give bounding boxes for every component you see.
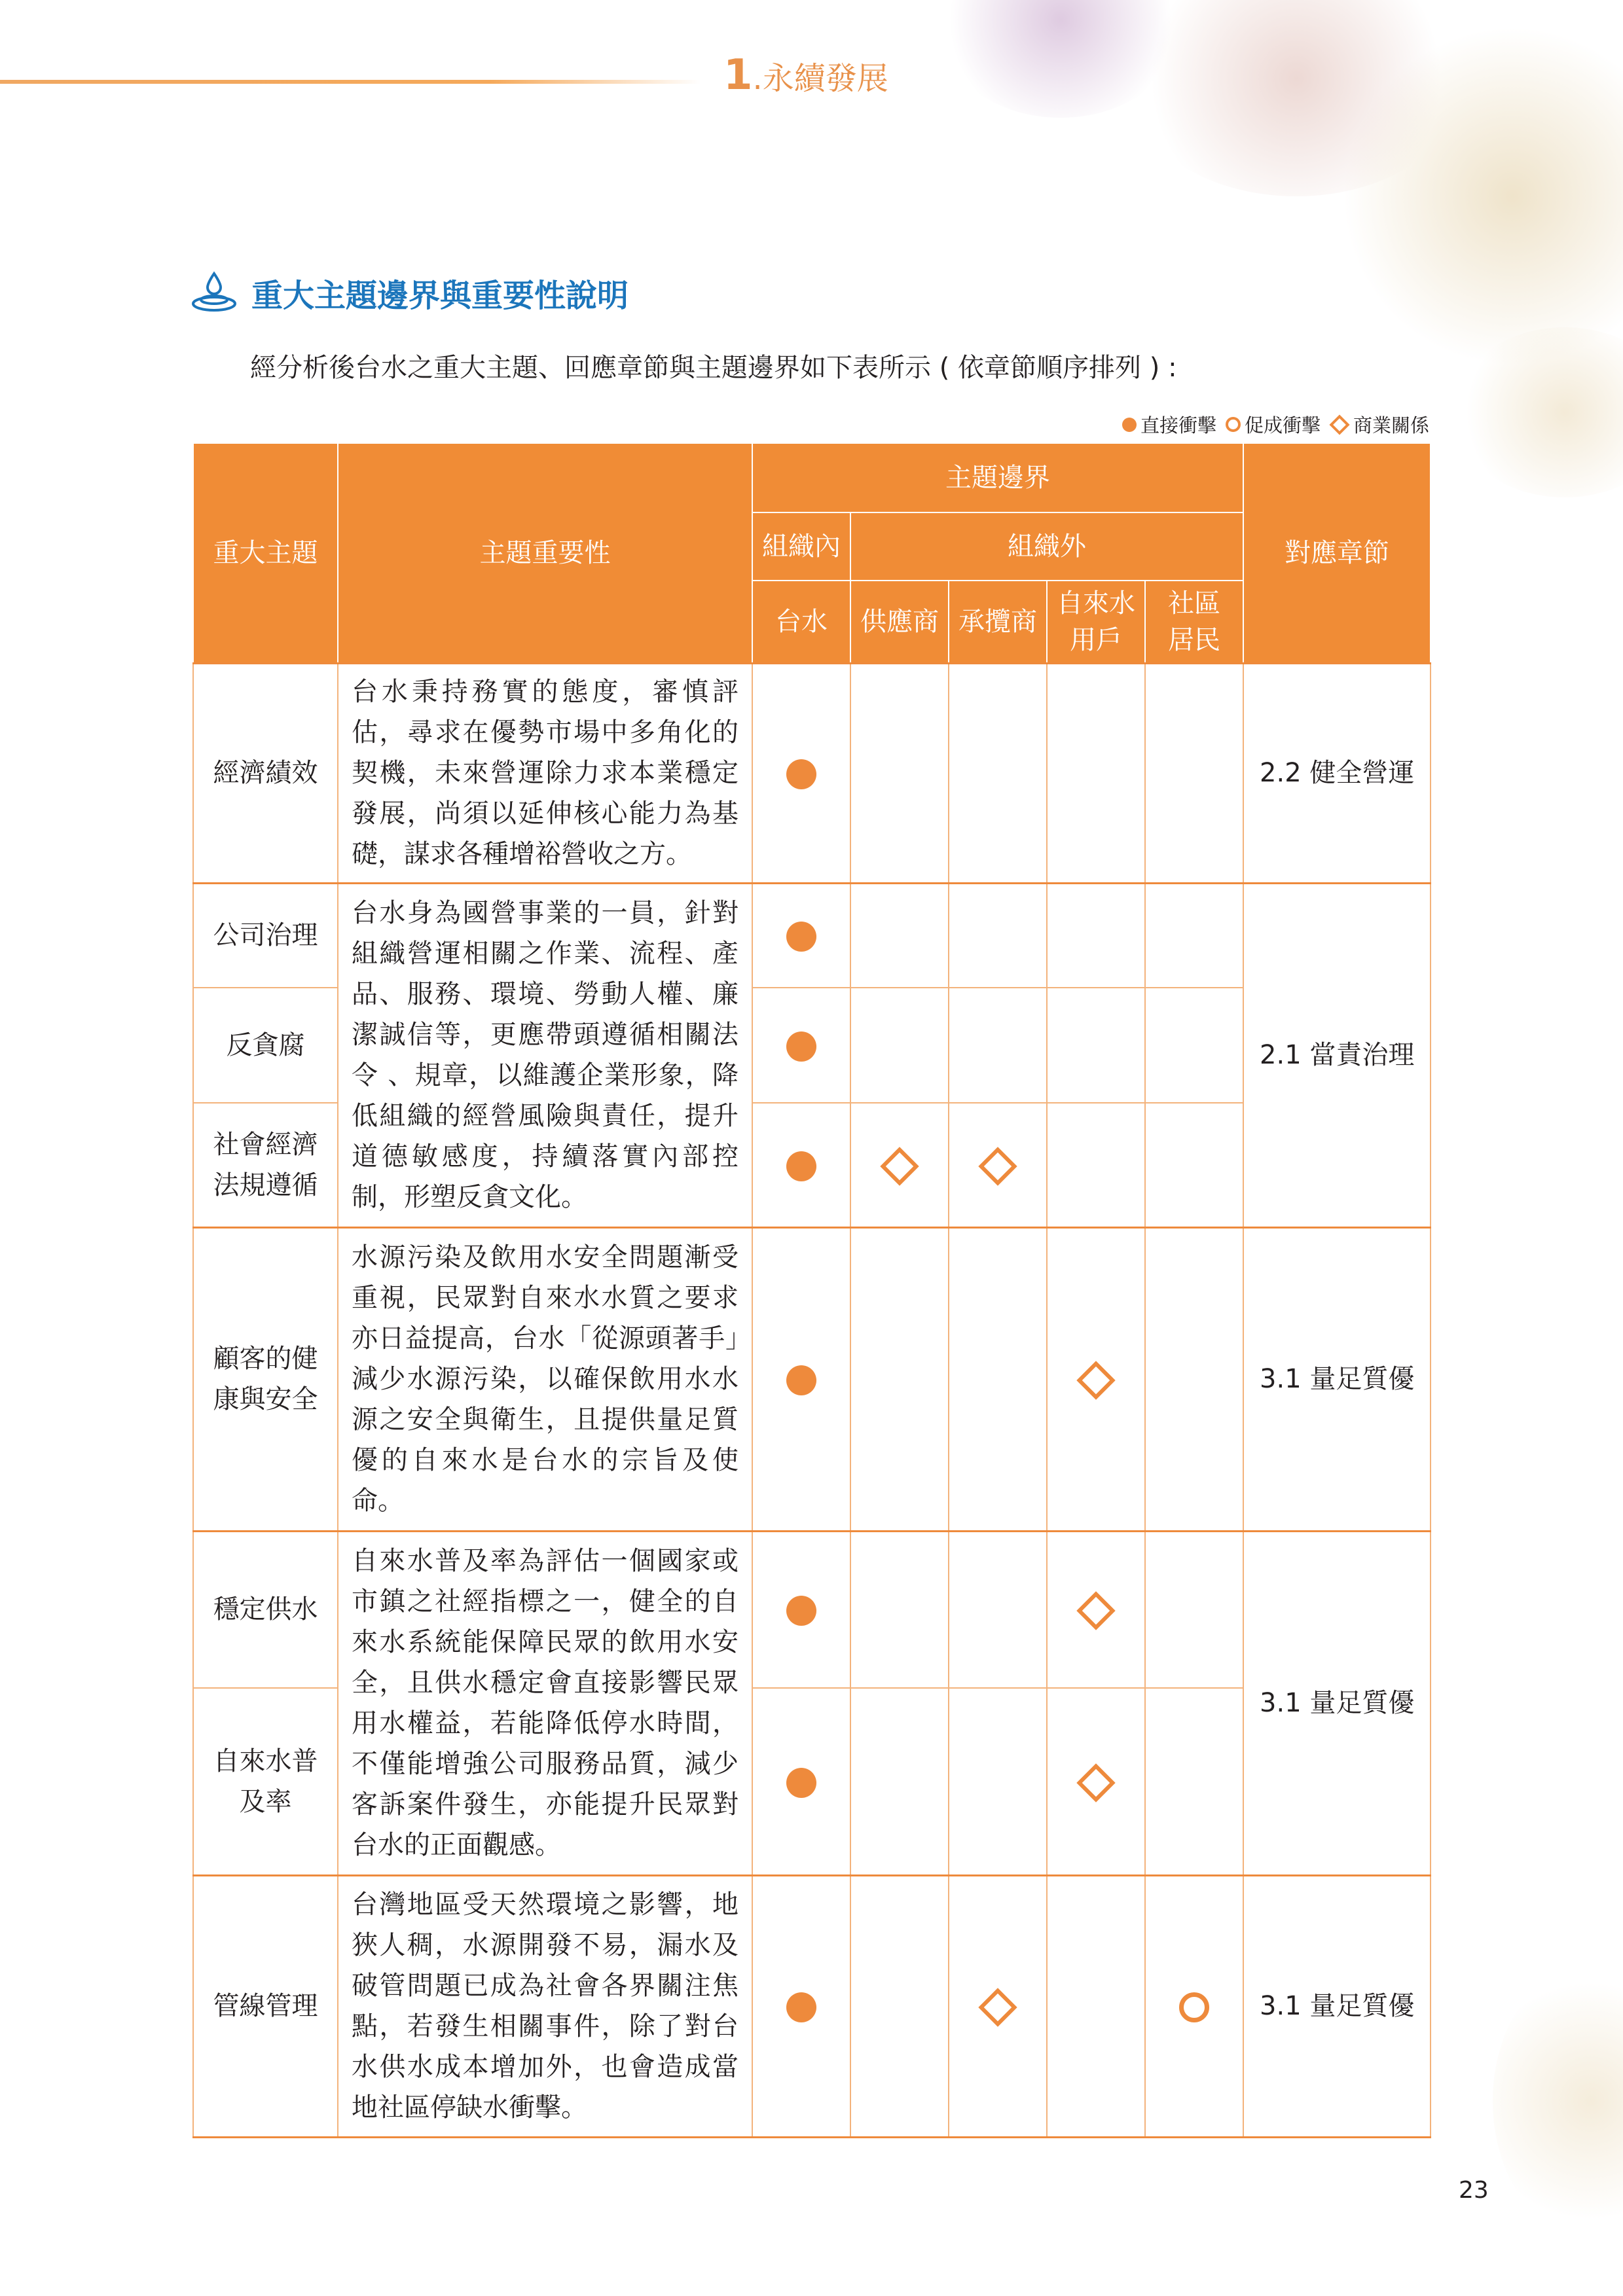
- business-relation-diamond-icon: [1329, 414, 1349, 435]
- mark-contractor: [949, 988, 1047, 1103]
- mark-user: [1047, 988, 1145, 1103]
- mark-contractor: [949, 1688, 1047, 1875]
- topic-cell: 經濟績效: [193, 663, 338, 883]
- header-inside: 組織內: [752, 512, 850, 581]
- topic-cell: [193, 1103, 338, 1227]
- direct-impact-dot-icon: [786, 1768, 816, 1798]
- header-chapter: 對應章節: [1243, 443, 1431, 663]
- mark-supplier: [850, 883, 949, 988]
- mark-resident: [1145, 663, 1243, 883]
- header-col-resident: [1145, 581, 1243, 663]
- header-boundary: 主題邊界: [752, 443, 1243, 512]
- header-col-contractor: 承攬商: [949, 581, 1047, 663]
- business-relation-diamond-icon: [978, 1147, 1017, 1185]
- mark-taiwater: [752, 1531, 850, 1688]
- header-rule: [0, 80, 701, 84]
- chapter-cell: 3.1 量足質優: [1243, 1875, 1431, 2137]
- mark-taiwater: [752, 663, 850, 883]
- mark-contractor: [949, 883, 1047, 988]
- watercolor-decoration: [936, 0, 1185, 118]
- topic-line1: 顧客的健: [213, 1344, 318, 1374]
- mark-resident: [1145, 1227, 1243, 1531]
- mark-user: [1047, 1103, 1145, 1227]
- chapter-cell: 2.2 健全營運: [1243, 663, 1431, 883]
- material-topics-table: [192, 442, 1431, 2138]
- direct-impact-dot-icon: [1122, 418, 1137, 432]
- mark-supplier: [850, 663, 949, 883]
- importance-cell: 水源污染及飲用水安全問題漸受重視，民眾對自來水水質之要求亦日益提高，台水「從源頭著手」減少水源污染，以確保飲用水水源之安全與衛生，且提供量足質優的自來水是台水的宗旨及使命。: [338, 1227, 752, 1531]
- water-drop-icon: [191, 270, 237, 315]
- table-row: [193, 883, 1431, 988]
- mark-supplier: [850, 988, 949, 1103]
- mark-supplier: [850, 1531, 949, 1688]
- business-relation-diamond-icon: [978, 1988, 1017, 2026]
- topic-cell: 反貪腐: [193, 988, 338, 1103]
- business-relation-diamond-icon: [1076, 1592, 1115, 1630]
- header-col-resident-line1: 社區: [1168, 588, 1221, 619]
- intro-text: 經分析後台水之重大主題、回應章節與主題邊界如下表所示 ( 依章節順序排列 ) :: [250, 353, 1177, 383]
- mark-user: [1047, 663, 1145, 883]
- mark-resident: [1145, 988, 1243, 1103]
- mark-contractor: [949, 1875, 1047, 2137]
- mark-user: [1047, 1531, 1145, 1688]
- mark-resident: [1145, 1531, 1243, 1688]
- direct-impact-dot-icon: [786, 922, 816, 952]
- chapter-cell: 3.1 量足質優: [1243, 1227, 1431, 1531]
- topic-line1: 自來水普: [213, 1746, 318, 1776]
- topic-cell: 穩定供水: [193, 1531, 338, 1688]
- mark-user: [1047, 883, 1145, 988]
- header-col-user: [1047, 581, 1145, 663]
- mark-user: [1047, 1227, 1145, 1531]
- mark-taiwater: [752, 1103, 850, 1227]
- header-outside: 組織外: [850, 512, 1243, 581]
- legend-business-label: 商業關係: [1353, 414, 1429, 437]
- business-relation-diamond-icon: [880, 1147, 919, 1185]
- mark-resident: [1145, 1103, 1243, 1227]
- legend: [1113, 411, 1429, 438]
- importance-cell: 自來水普及率為評估一個國家或市鎮之社經指標之一，健全的自來水系統能保障民眾的飲用水安全，且供水穩定會直接影響民眾用水權益，若能降低停水時間，不僅能增強公司服務品質，減少客訴案件發生，亦能提升民眾對台水的正面觀感。: [338, 1531, 752, 1875]
- topic-cell: [193, 1227, 338, 1531]
- importance-cell: 台水身為國營事業的一員，針對組織營運相關之作業、流程、產品、服務、環境、勞動人權、廉潔誠信等，更應帶頭遵循相關法令 、規章，以維護企業形象，降低組織的經營風險與責任，提升道德敏感度，持續落實內部控制，形塑反貪文化。: [338, 883, 752, 1227]
- mark-user: [1047, 1688, 1145, 1875]
- direct-impact-dot-icon: [786, 1992, 816, 2022]
- mark-taiwater: [752, 1875, 850, 2137]
- table-row: [193, 1531, 1431, 1688]
- watercolor-decoration: [1342, 26, 1623, 367]
- direct-impact-dot-icon: [786, 759, 816, 789]
- header-topic: 重大主題: [193, 443, 338, 663]
- mark-resident: [1145, 1688, 1243, 1875]
- header-col-user-line1: 自來水: [1057, 588, 1135, 619]
- topic-line2: 康與安全: [213, 1384, 318, 1414]
- watercolor-decoration: [1453, 327, 1623, 497]
- mark-supplier: [850, 1227, 949, 1531]
- importance-cell: 台水秉持務實的態度，審慎評估，尋求在優勢市場中多角化的契機，未來營運除力求本業穩定發展，尚須以延伸核心能力為基礎，謀求各種增裕營收之方。: [338, 663, 752, 883]
- mark-taiwater: [752, 988, 850, 1103]
- mark-user: [1047, 1875, 1145, 2137]
- topic-cell: [193, 1688, 338, 1875]
- table-row: [193, 1875, 1431, 2137]
- mark-taiwater: [752, 1688, 850, 1875]
- mark-resident: [1145, 1875, 1243, 2137]
- business-relation-diamond-icon: [1076, 1763, 1115, 1802]
- promote-impact-ring-icon: [1226, 417, 1241, 432]
- watercolor-decoration: [1493, 1964, 1623, 2238]
- mark-contractor: [949, 1227, 1047, 1531]
- mark-resident: [1145, 883, 1243, 988]
- business-relation-diamond-icon: [1076, 1361, 1115, 1399]
- legend-promote-label: 促成衝擊: [1244, 414, 1321, 437]
- topic-line2: 法規遵循: [213, 1170, 318, 1200]
- legend-direct-label: 直接衝擊: [1140, 414, 1216, 437]
- mark-taiwater: [752, 1227, 850, 1531]
- header-importance: 主題重要性: [338, 443, 752, 663]
- direct-impact-dot-icon: [786, 1031, 816, 1062]
- header-col-taiwater: 台水: [752, 581, 850, 663]
- table-row: [193, 663, 1431, 883]
- importance-cell: 台灣地區受天然環境之影響，地狹人稠，水源開發不易，漏水及破管問題已成為社會各界關注焦點，若發生相關事件，除了對台水供水成本增加外，也會造成當地社區停缺水衝擊。: [338, 1875, 752, 2137]
- mark-taiwater: [752, 883, 850, 988]
- direct-impact-dot-icon: [786, 1596, 816, 1626]
- chapter-cell: 2.1 當責治理: [1243, 883, 1431, 1227]
- topic-cell: 公司治理: [193, 883, 338, 988]
- mark-supplier: [850, 1688, 949, 1875]
- chapter-title: [723, 51, 888, 99]
- direct-impact-dot-icon: [786, 1365, 816, 1395]
- chapter-number: 1: [723, 51, 753, 99]
- table-row: [193, 1227, 1431, 1531]
- header-col-user-line2: 用戶: [1070, 624, 1122, 655]
- mark-contractor: [949, 663, 1047, 883]
- mark-supplier: [850, 1103, 949, 1227]
- chapter-cell: 3.1 量足質優: [1243, 1531, 1431, 1875]
- section-heading: [191, 270, 629, 315]
- promote-impact-ring-icon: [1179, 1992, 1209, 2022]
- topic-line1: 社會經濟: [213, 1129, 318, 1160]
- mark-contractor: [949, 1103, 1047, 1227]
- mark-contractor: [949, 1531, 1047, 1688]
- topic-cell: 管線管理: [193, 1875, 338, 2137]
- header-col-resident-line2: 居民: [1168, 624, 1221, 655]
- topic-line2: 及率: [239, 1786, 292, 1817]
- section-title: 重大主題邊界與重要性說明: [251, 277, 629, 314]
- watercolor-decoration: [1126, 0, 1467, 196]
- direct-impact-dot-icon: [786, 1151, 816, 1181]
- chapter-name: .永續發展: [752, 60, 888, 97]
- header-col-supplier: 供應商: [850, 581, 949, 663]
- mark-supplier: [850, 1875, 949, 2137]
- page-number: 23: [1459, 2177, 1489, 2204]
